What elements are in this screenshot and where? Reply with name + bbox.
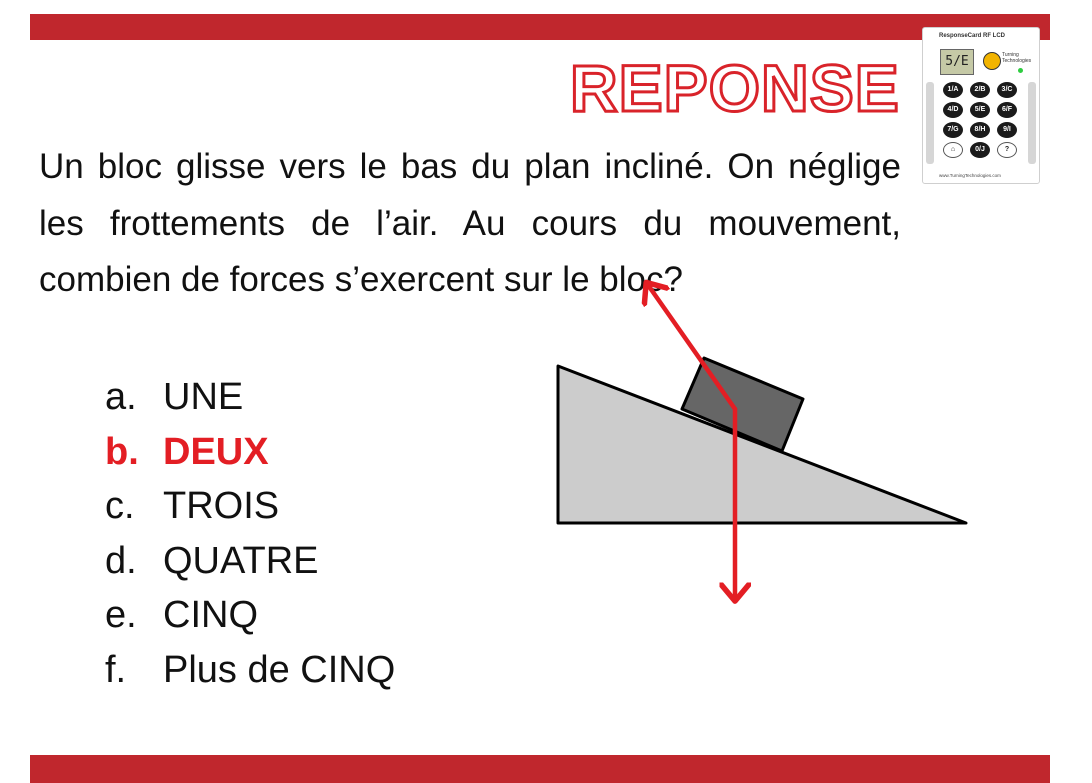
bottom-accent-bar [30,755,1050,783]
clicker-key: 2/B [970,82,990,98]
clicker-lcd-screen: 5/E [940,49,974,75]
clicker-key: 7/G [943,122,963,138]
clicker-key: ? [997,142,1017,158]
page-title: REPONSE [570,51,900,125]
option-a[interactable]: a. UNE [105,376,244,418]
clicker-logo-text: Turning Technologies [1002,52,1032,64]
clicker-url: www.TurningTechnologies.com [939,173,1001,178]
option-c[interactable]: c. TROIS [105,485,280,527]
clicker-key: 8/H [970,122,990,138]
clicker-brand: ResponseCard RF LCD [939,33,1006,39]
option-b-correct[interactable]: b. DEUX [105,430,269,473]
option-d[interactable]: d. QUATRE [105,539,319,582]
clicker-key: 1/A [943,82,963,98]
clicker-key: 4/D [943,102,963,118]
question-text: Un bloc glisse vers le bas du plan incliné. On néglige les frottements de l’air. Au cours du mouvement, combien de forces s’exercent sur le bloc? [39,147,901,299]
clicker-key: 0/J [970,142,990,158]
clicker-key: 3/C [997,82,1017,98]
option-e[interactable]: e. CINQ [105,594,258,636]
option-f[interactable]: f. Plus de CINQ [105,648,396,691]
clicker-key-home-icon: ⌂ [943,142,963,158]
clicker-key: 6/F [997,102,1017,118]
clicker-key: 5/E [970,102,990,118]
clicker-key: 9/I [997,122,1017,138]
